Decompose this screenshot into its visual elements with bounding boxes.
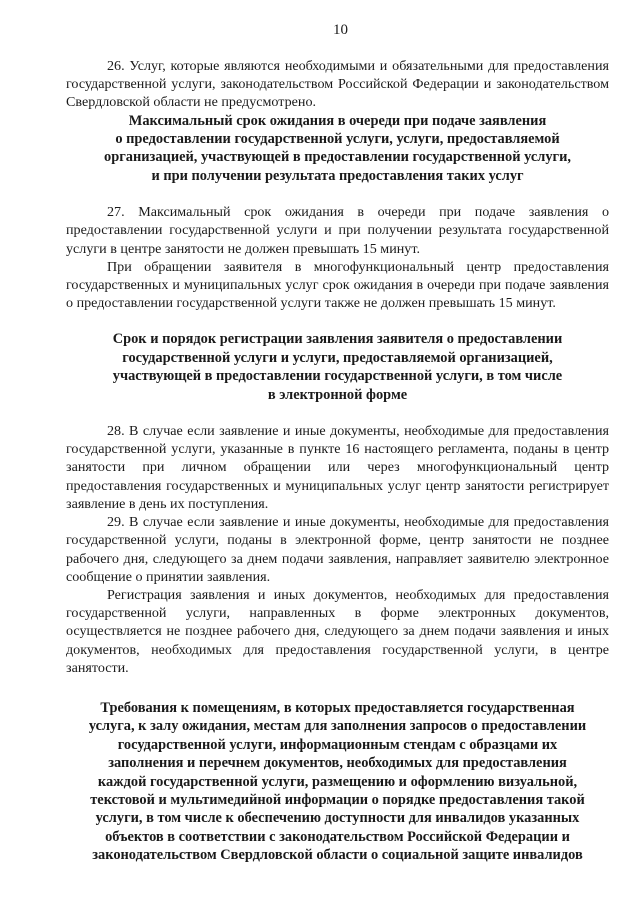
section-heading-registration — [66, 330, 609, 404]
heading-line: услуги, в том числе к обеспечению доступности для инвалидов указанных — [95, 810, 580, 827]
heading-line: организацией, участвующей в предоставлении государственной услуги, — [104, 149, 571, 166]
paragraph-27-continued: При обращении заявителя в многофункциональный центр предоставления государственных и муниципальных услуг срок ожидания в очереди при подаче заявления о предоставлении государственной услуги также не должен превышать 15 минут. — [66, 258, 609, 312]
heading-line: законодательством Свердловской области о социальной защите инвалидов — [92, 847, 583, 864]
section-heading-premises-requirements — [66, 699, 609, 865]
paragraph-29-continued: Регистрация заявления и иных документов, необходимых для предоставления государственной услуги, направленных в форме электронных документов, осуществляется не позднее рабочего дня, следующего за днем подачи заявления и иных документов, необходимых для предоставления государственной услуги, в центре занятости. — [66, 586, 609, 676]
spacer — [66, 185, 609, 203]
heading-line: и при получении результата предоставления таких услуг — [151, 167, 524, 184]
heading-line: участвующей в предоставлении государственной услуги, в том числе — [112, 368, 563, 385]
heading-line: заполнения и перечнем документов, необходимых для предоставления — [108, 755, 567, 772]
spacer — [66, 312, 609, 330]
heading-line: государственной услуги, информационным стендам с образцами их — [117, 736, 558, 753]
heading-line: Срок и порядок регистрации заявления заявителя о предоставлении — [112, 331, 563, 348]
heading-line: каждой государственной услуги, размещению и оформлению визуальной, — [97, 773, 578, 790]
heading-line: объектов в соответствии с законодательством Российской Федерации и — [105, 828, 570, 845]
page-number: 10 — [333, 22, 348, 38]
paragraph-27: 27. Максимальный срок ожидания в очереди при подаче заявления о предоставлении государственной услуги и при получении результата государственной услуги в центре занятости не должен превышать 15 минут. — [66, 204, 609, 257]
heading-line: государственной услуги и услуги, предоставляемой организацией, — [122, 349, 553, 366]
document-page — [66, 22, 609, 865]
paragraph-26: 26. Услуг, которые являются необходимыми и обязательными для предоставления государственной услуги, законодательством Российской Федерации и законодательством Свердловской области не предусмотрено. — [66, 58, 609, 111]
heading-line: в электронной форме — [267, 386, 408, 403]
paragraph-28: 28. В случае если заявление и иные документы, необходимые для предоставления государственной услуги, указанные в пункте 16 настоящего регламента, поданы в центр занятости при личном обращении или через многофункциональный центр предоставления государственных и муниципальных услуг центр занятости регистрирует заявление в день их поступления. — [66, 423, 609, 512]
heading-line: услуга, к залу ожидания, местам для заполнения запросов о предоставлении — [88, 718, 587, 735]
spacer — [66, 404, 609, 422]
section-heading-waiting-time — [66, 112, 609, 186]
heading-line: о предоставлении государственной услуги, услуги, предоставляемой — [115, 131, 560, 148]
heading-line: текстовой и мультимедийной информации о порядке предоставления такой — [90, 791, 585, 808]
spacer — [66, 677, 609, 699]
heading-line: Требования к помещениям, в которых предоставляется государственная — [100, 699, 575, 716]
paragraph-29: 29. В случае если заявление и иные документы, необходимые для предоставления государственной услуги, поданы в электронной форме, центр занятости не позднее рабочего дня, следующего за днем подачи заявления, направляет заявителю электронное сообщение о принятии заявления. — [66, 514, 609, 585]
heading-line: Максимальный срок ожидания в очереди при подаче заявления — [128, 112, 547, 129]
